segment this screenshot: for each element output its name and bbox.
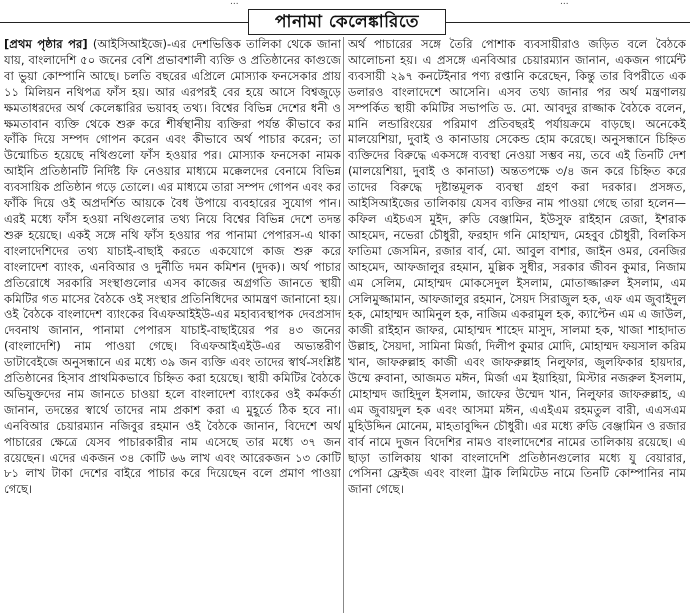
continued-tag: [প্রথম পৃষ্ঠার পর]: [4, 37, 88, 51]
top-strip-right-text: ...: [560, 0, 569, 7]
article-column-left: [4, 37, 341, 613]
article-paragraph-right: অর্থ পাচারের সঙ্গে তৈরি পোশাক ব্যবসায়ীরাও জড়িত বলে বৈঠকে আলোচনা হয়। এ প্রসঙ্গে এনবিআর চেয়ারম্যান জানান, একজন গার্মেন্ট ব্যবসায়ী ২৯৭ কনটেইনার পণ্য রপ্তানি করেছেন, কিন্তু তার বিপরীতে এক ডলারও বাংলাদেশে আসেনি। এসব তথ্য জানার পর অর্থ মন্ত্রণালয় সম্পর্কিত স্থায়ী কমিটির সভাপতি ড. মো. আবদুর রাজ্জাক বৈঠকে বলেন, মানি লন্ডারিংয়ের পরিমাণ প্রতিবছরই পর্যায়ক্রমে বাড়ছে। অনেকেই মালয়েশিয়া, দুবাই ও কানাডায় সেকেন্ড হোম করেছে। অনুসন্ধানে চিহ্নিত ব্যক্তিদের বিরুদ্ধে একসঙ্গে ব্যবস্থা নেওয়া সম্ভব নয়, তবে এই তিনটি দেশ (মালয়েশিয়া, দুবাই ও কানাডা) অন্ততপক্ষে ৩/৪ জন করে চিহ্নিত করে তাদের বিরুদ্ধে দৃষ্টান্তমূলক ব্যবস্থা গ্রহণ করা দরকার। প্রসঙ্গত, আইসিআইজের তালিকায় যেসব ব্যক্তির নাম পাওয়া গেছে তারা হলেন— কফিল এইচএস মুইদ, রুডি বেঞ্জামিন, ইউসুফ রাইহান রেজা, ইশরাক আহমেদ, নভেরা চৌধুরী, ফরহাদ গনি মোহাম্মদ, মেহবুব চৌধুরী, বিলকিস ফাতিমা জেসমিন, রজার বার্ব, মো. আবুল বাশার, জাইন ওমর, বেনজির আহমেদ, আফজালুর রহমান, মুল্লিক সুধীর, সরকার জীবন কুমার, নিজাম এম সেলিম, মোহাম্মদ মোকসেদুল ইসলাম, মোতাজ্জারুল ইসলাম, এম সেলিমুজ্জামান, আফজালুর রহমান, সৈয়দ সিরাজুল হক, এফ এম জুবাইদুল হক, মোহাম্মদ আমিনুল হক, নাজিম একরামুল হক, ক্যাপ্টেন এম এ জাউল, কাজী রাইহান জাফর, মোহাম্মদ শাহেদ মাসুদ, সালমা হক, খাজা শাহাদাত উল্লাহ, সৈয়দা, সামিনা মির্জা, দিলীপ কুমার মোদি, মোহাম্মদ ফয়সাল করিম খান, জাফরুল্লাহ কাজী এবং জাফরুল্লাহ নিলুফার, জুলফিকার হায়দার, উম্মে রুবানা, আজমত মঈন, মির্জা এম ইয়াহিয়া, মিস্টার নজরুল ইসলাম, মোহাম্মদ জাহিদুল ইসলাম, জাফের উম্মেদ খান, নিলুফার জাফরুল্লাহ, এ এম জুবায়দুল হক এবং আসমা মঈন, এএইএম রহমতুল বারী, এএসএম মুহিউদ্দিন মোনেম, মাহতাবুদ্দিন চৌধুরী। এর মধ্যে রুডি বেঞ্জামিন ও রজার বার্ব নামে দুজন বিদেশির নামও বাংলাদেশের নামের তালিকায় রয়েছে। এ ছাড়া তালিকায় থাকা বাংলাদেশি প্রতিষ্ঠানগুলোর মধ্যে যু বেয়ারার, পেসিনা ফ্রেইজ এবং বাংলা ট্রাক লিমিটেড নামে তিনটি কোম্পানির নাম জানা গেছে।: [348, 37, 686, 497]
top-strip: [0, 0, 690, 9]
top-strip-left-text: ...: [230, 0, 239, 7]
headline: পানামা কেলেঙ্কারিতে: [248, 9, 446, 35]
article-column-right: [348, 37, 686, 613]
column-divider: [343, 37, 344, 613]
left-column-text: (আইসিআইজে)-এর দেশভিত্তিক তালিকা থেকে জানা যায়, বাংলাদেশি ৫০ জনের বেশি প্রভাবশালী ব্যক্তি ও প্রতিষ্ঠানের কাগুজে বা ভুয়া কোম্পানি আছে। চলতি বছরের এপ্রিলে মোস্যাক ফনসেকার প্রায় ১১ মিলিয়ন নথিপত্র ফাঁস হয়। আর এরপরই বের হয়ে আসে বিশ্বজুড়ে ক্ষমতাধরদের অর্থ কেলেঙ্কারির ভয়াবহ তথ্য। বিশ্বের বিভিন্ন দেশের ধনী ও ক্ষমতাবান ব্যক্তি থেকে শুরু করে শীর্ষস্থানীয় ব্যক্তিরা পর্যন্ত কীভাবে কর ফাঁকি দিয়ে সম্পদ গোপন করেন এবং কীভাবে অর্থ পাচার করেন; তা উন্মোচিত হয়েছে নথিগুলো ফাঁস হওয়ার পর। মোস্যাক ফনসেকা নামক আইনি প্রতিষ্ঠানটি নির্দিষ্ট ফি নেওয়ার মাধ্যমে মক্কেলদের বেনামে বিভিন্ন ব্যবসায়িক প্রতিষ্ঠান গড়ে তোলে। এর মাধ্যমে তারা সম্পদ গোপন এবং কর ফাঁকি দিয়ে ওই অপ্রদর্শিত আয়কে বৈধ উপায়ে ব্যবহারের সুযোগ পান। এরই মধ্যে ফাঁস হওয়া নথিগুলোর তথ্য নিয়ে বিশ্বের বিভিন্ন দেশে তদন্ত শুরু হয়েছে। একই সঙ্গে নথি ফাঁস হওয়ার পর পানামা পেপারস-এ থাকা বাংলাদেশিদের তথ্য যাচাই-বাছাই করতে একযোগে কাজ শুরু করে বাংলাদেশ ব্যাংক, এনবিআর ও দুর্নীতি দমন কমিশন (দুদক)। অর্থ পাচার প্রতিরোধে সরকারি সংস্থাগুলোর এসব কাজের অগ্রগতি জানতে স্থায়ী কমিটির গত মাসের বৈঠকে ওই সংস্থার প্রতিনিধিদের আমন্ত্রণ জানানো হয়। ওই বৈঠকে বাংলাদেশ ব্যাংকের বিএফআইইউ-এর মহাব্যবস্থাপক দেবপ্রসাদ দেবনাথ জানান, পানামা পেপারস যাচাই-বাছাইয়ের পর ৪৩ জনের (বাংলাদেশি) নাম পাওয়া গেছে। বিএফআইএইউ-এর অভ্যন্তরীণ ডাটাবেইজে অনুসন্ধানে এর মধ্যে ৩৯ জন ব্যক্তি এবং তাদের স্বার্থ-সংশ্লিষ্ট প্রতিষ্ঠানের হিসাব প্রাথমিকভাবে চিহ্নিত করা হয়েছে। স্থায়ী কমিটির বৈঠকে অভিযুক্তদের নাম জানতে চাওয়া হলে বাংলাদেশ ব্যাংকের ওই কর্মকর্তা জানান, তদন্তের স্বার্থে তাদের নাম প্রকাশ করা এ মুহূর্তে ঠিক হবে না। এনবিআর চেয়ারম্যান নজিবুর রহমান ওই বৈঠকে জানান, বিদেশে অর্থ পাচারের ক্ষেত্রে যেসব পাচারকারীর নাম এসেছে তার মধ্যে ৩৭ জন রয়েছেন। এদের একজন ৩৪ কোটি ৬৬ লাখ এবং আরেকজন ১৩ কোটি ৮১ লাখ টাকা দেশের বাইরে পাচার করে দিয়েছেন বলে প্রমাণ পাওয়া গেছে।: [4, 37, 341, 497]
headline-area: [0, 9, 690, 35]
article-paragraph-left: [4, 37, 341, 498]
